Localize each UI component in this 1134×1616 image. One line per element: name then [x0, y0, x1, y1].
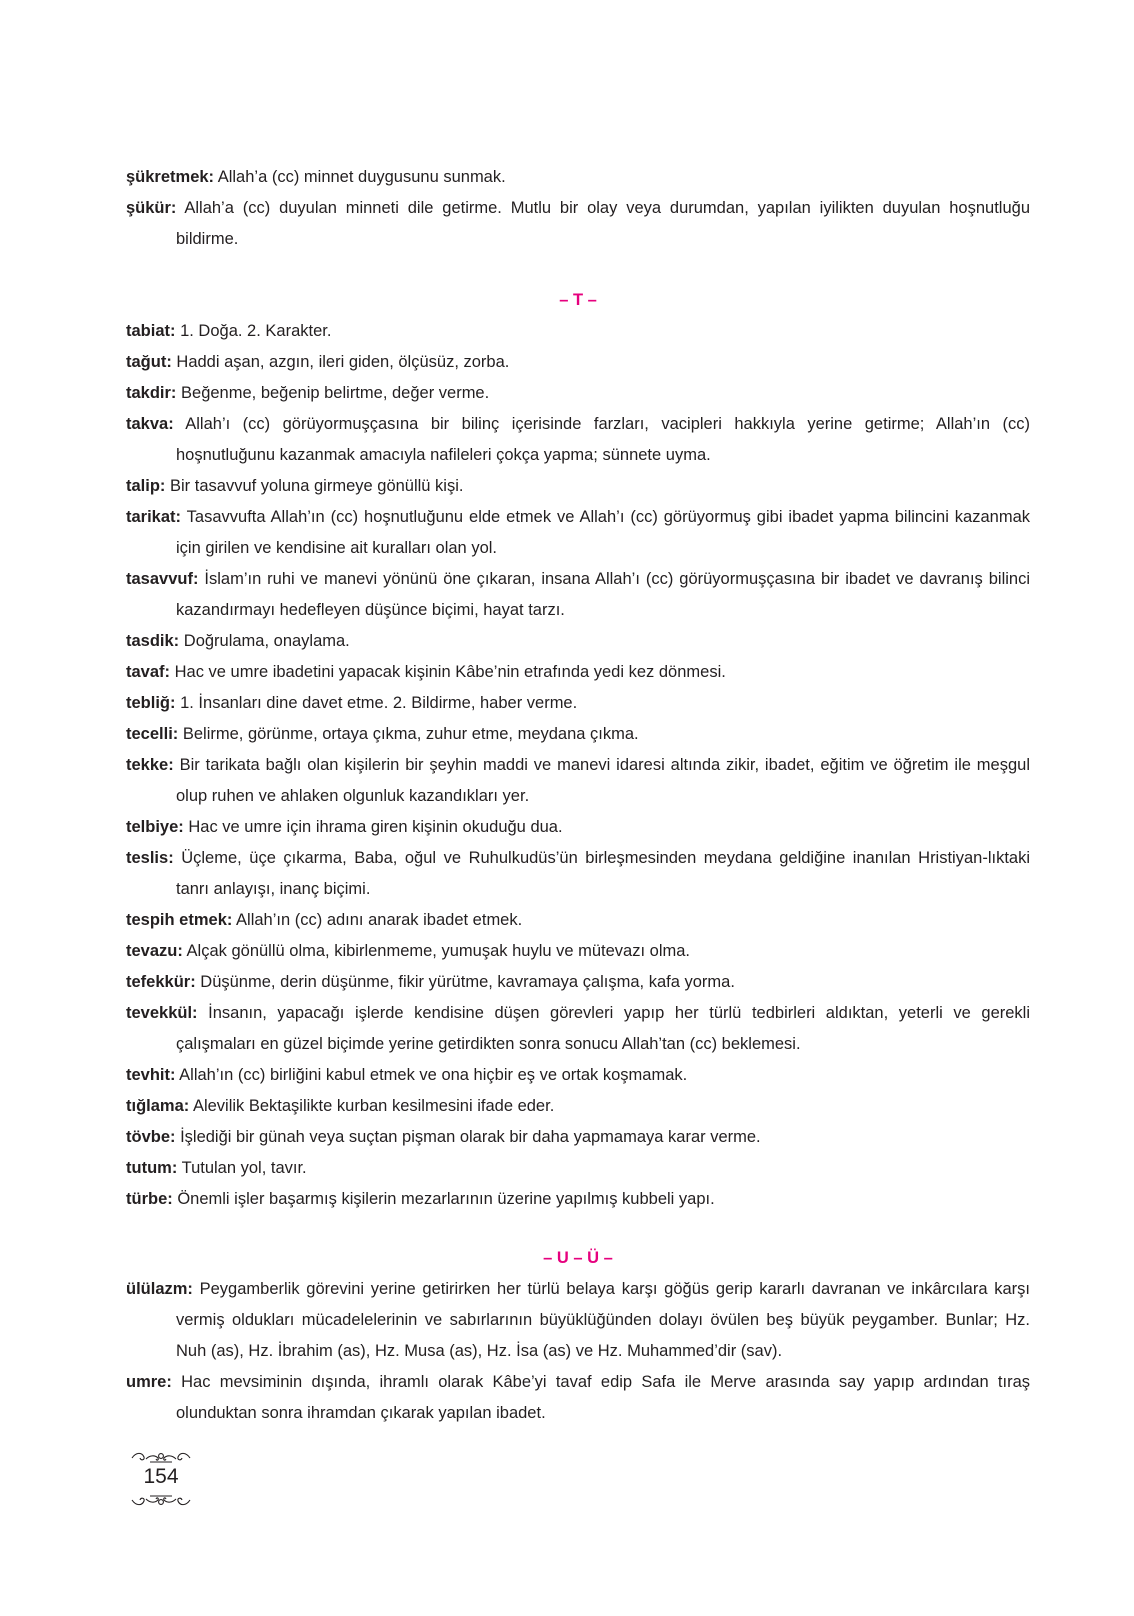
- glossary-definition: Önemli işler başarmış kişilerin mezarlarının üzerine yapılmış kubbeli yapı.: [172, 1190, 715, 1208]
- glossary-entry: [126, 657, 1030, 688]
- glossary-definition: Alevilik Bektaşilikte kurban kesilmesini ifade eder.: [189, 1097, 555, 1115]
- glossary-entry: [126, 1091, 1030, 1122]
- glossary-entry: [126, 471, 1030, 502]
- glossary-term: tespih etmek:: [126, 911, 233, 929]
- glossary-entry: [126, 378, 1030, 409]
- glossary-definition: Bir tasavvuf yoluna girmeye gönüllü kişi.: [165, 477, 464, 495]
- glossary-term: şükür:: [126, 199, 177, 217]
- glossary-entry: [126, 688, 1030, 719]
- glossary-definition: Allah’a (cc) duyulan minneti dile getirme. Mutlu bir olay veya durumdan, yapılan iyilikten duyulan hoşnutluğu bildirme.: [176, 199, 1030, 248]
- glossary-entry: [126, 1122, 1030, 1153]
- glossary-term: tasavvuf:: [126, 570, 199, 588]
- glossary-definition: Tasavvufta Allah’ın (cc) hoşnutluğunu elde etmek ve Allah’ı (cc) görüyormuş gibi ibadet yapma bilincini kazanmak için girilen ve kendisine ait kuralları olan yol.: [176, 508, 1030, 557]
- glossary-definition: İslam’ın ruhi ve manevi yönünü öne çıkaran, insana Allah’ı (cc) görüyormuşçasına bir ibadet ve davranış bilinci kazandırmayı hedefleyen düşünce biçimi, hayat tarzı.: [176, 570, 1030, 619]
- glossary-entry: [126, 564, 1030, 626]
- glossary-entry: [126, 719, 1030, 750]
- glossary-term: talip:: [126, 477, 166, 495]
- page-number-block: [128, 1446, 194, 1510]
- glossary-term: tığlama:: [126, 1097, 190, 1115]
- glossary-definition: Belirme, görünme, ortaya çıkma, zuhur etme, meydana çıkma.: [178, 725, 639, 743]
- glossary-definition: Düşünme, derin düşünme, fikir yürütme, kavramaya çalışma, kafa yorma.: [195, 973, 735, 991]
- glossary-definition: İnsanın, yapacağı işlerde kendisine düşen görevleri yapıp her türlü tedbirleri aldıktan, yeterli ve gerekli çalışmaları en güzel biçimde yerine getirdikten sonra sonucu Allah’tan (cc) beklemesi.: [176, 1004, 1030, 1053]
- glossary-term: tefekkür:: [126, 973, 196, 991]
- glossary-group-t: [126, 316, 1030, 1215]
- glossary-term: tasdik:: [126, 632, 180, 650]
- glossary-definition: 1. İnsanları dine davet etme. 2. Bildirme, haber verme.: [175, 694, 578, 712]
- glossary-entry: [126, 843, 1030, 905]
- glossary-entry: [126, 936, 1030, 967]
- glossary-term: tecelli:: [126, 725, 179, 743]
- glossary-definition: Bir tarikata bağlı olan kişilerin bir şeyhin maddi ve manevi idaresi altında zikir, ibadet, eğitim ve öğretim ile meşgul olup ruhen ve ahlaken olgunluk kazandıkları yer.: [173, 756, 1030, 805]
- glossary-entry: [126, 1274, 1030, 1367]
- section-heading-u: – U – Ü –: [543, 1249, 613, 1267]
- glossary-term: tekke:: [126, 756, 174, 774]
- glossary-definition: 1. Doğa. 2. Karakter.: [175, 322, 332, 340]
- glossary-group-u: [126, 1274, 1030, 1429]
- section-heading-t: – T –: [559, 291, 597, 309]
- glossary-entry: [126, 812, 1030, 843]
- glossary-content: [126, 162, 1030, 1429]
- glossary-term: tağut:: [126, 353, 172, 371]
- glossary-term: tabiat:: [126, 322, 176, 340]
- glossary-definition: Doğrulama, onaylama.: [179, 632, 350, 650]
- glossary-term: türbe:: [126, 1190, 173, 1208]
- glossary-entry: [126, 502, 1030, 564]
- glossary-term: tövbe:: [126, 1128, 176, 1146]
- ornament-bottom-icon: [128, 1492, 194, 1508]
- glossary-term: telbiye:: [126, 818, 184, 836]
- glossary-definition: Hac ve umre ibadetini yapacak kişinin Kâbe’nin etrafında yedi kez dönmesi.: [170, 663, 726, 681]
- glossary-entry: [126, 347, 1030, 378]
- glossary-definition: Üçleme, üçe çıkarma, Baba, oğul ve Ruhulkudüs’ün birleşmesinden meydana geldiğine inanılan Hristiyan-lıktaki tanrı anlayışı, inanç biçimi.: [173, 849, 1030, 898]
- glossary-term: tutum:: [126, 1159, 178, 1177]
- glossary-definition: Tutulan yol, tavır.: [177, 1159, 307, 1177]
- glossary-definition: Allah’ın (cc) adını anarak ibadet etmek.: [232, 911, 523, 929]
- glossary-term: şükretmek:: [126, 168, 215, 186]
- glossary-term: teslis:: [126, 849, 174, 867]
- glossary-term: takdir:: [126, 384, 177, 402]
- glossary-entry: [126, 316, 1030, 347]
- glossary-term: tevazu:: [126, 942, 183, 960]
- glossary-entry: [126, 193, 1030, 255]
- glossary-entry: [126, 162, 1030, 193]
- glossary-term: takva:: [126, 415, 174, 433]
- glossary-term: ülülazm:: [126, 1280, 193, 1298]
- glossary-entry: [126, 1184, 1030, 1215]
- glossary-term: umre:: [126, 1373, 172, 1391]
- glossary-definition: Allah’a (cc) minnet duygusunu sunmak.: [214, 168, 506, 186]
- glossary-definition: İşlediği bir günah veya suçtan pişman olarak bir daha yapmamaya karar verme.: [175, 1128, 761, 1146]
- glossary-entry: [126, 750, 1030, 812]
- page-number: 154: [143, 1465, 179, 1488]
- glossary-definition: Hac ve umre için ihrama giren kişinin okuduğu dua.: [183, 818, 563, 836]
- glossary-definition: Haddi aşan, azgın, ileri giden, ölçüsüz, zorba.: [171, 353, 510, 371]
- glossary-entry: [126, 409, 1030, 471]
- glossary-definition: Hac mevsiminin dışında, ihramlı olarak Kâbe’yi tavaf edip Safa ile Merve arasında say yapıp ardından tıraş olunduktan sonra ihramdan çıkarak yapılan ibadet.: [171, 1373, 1030, 1422]
- glossary-definition: Alçak gönüllü olma, kibirlenmeme, yumuşak huylu ve mütevazı olma.: [182, 942, 691, 960]
- glossary-term: tebliğ:: [126, 694, 176, 712]
- glossary-entry: [126, 967, 1030, 998]
- glossary-entry: [126, 1060, 1030, 1091]
- glossary-term: tavaf:: [126, 663, 171, 681]
- glossary-definition: Peygamberlik görevini yerine getirirken her türlü belaya karşı göğüs gerip kararlı davranan ve inkârcılara karşı vermiş oldukları mücadelelerinin ve sabırlarının büyüklüğünden dolayı övülen beş büyük peygamber. Bunlar; Hz. Nuh (as), Hz. İbrahim (as), Hz. Musa (as), Hz. İsa (as) ve Hz. Muhammed’dir (sav).: [176, 1280, 1030, 1360]
- glossary-entry: [126, 1153, 1030, 1184]
- glossary-term: tevekkül:: [126, 1004, 198, 1022]
- glossary-definition: Allah’ı (cc) görüyormuşçasına bir bilinç içerisinde farzları, vacipleri hakkıyla yerine getirme; Allah’ın (cc) hoşnutluğunu kazanmak amacıyla nafileleri çokça yapma; sünnete uyma.: [173, 415, 1030, 464]
- glossary-entry: [126, 905, 1030, 936]
- glossary-definition: Allah’ın (cc) birliğini kabul etmek ve ona hiçbir eş ve ortak koşmamak.: [175, 1066, 688, 1084]
- glossary-entry: [126, 998, 1030, 1060]
- glossary-term: tarikat:: [126, 508, 182, 526]
- glossary-entry: [126, 626, 1030, 657]
- glossary-term: tevhit:: [126, 1066, 176, 1084]
- glossary-group-s: [126, 162, 1030, 255]
- glossary-definition: Beğenme, beğenip belirtme, değer verme.: [176, 384, 490, 402]
- glossary-entry: [126, 1367, 1030, 1429]
